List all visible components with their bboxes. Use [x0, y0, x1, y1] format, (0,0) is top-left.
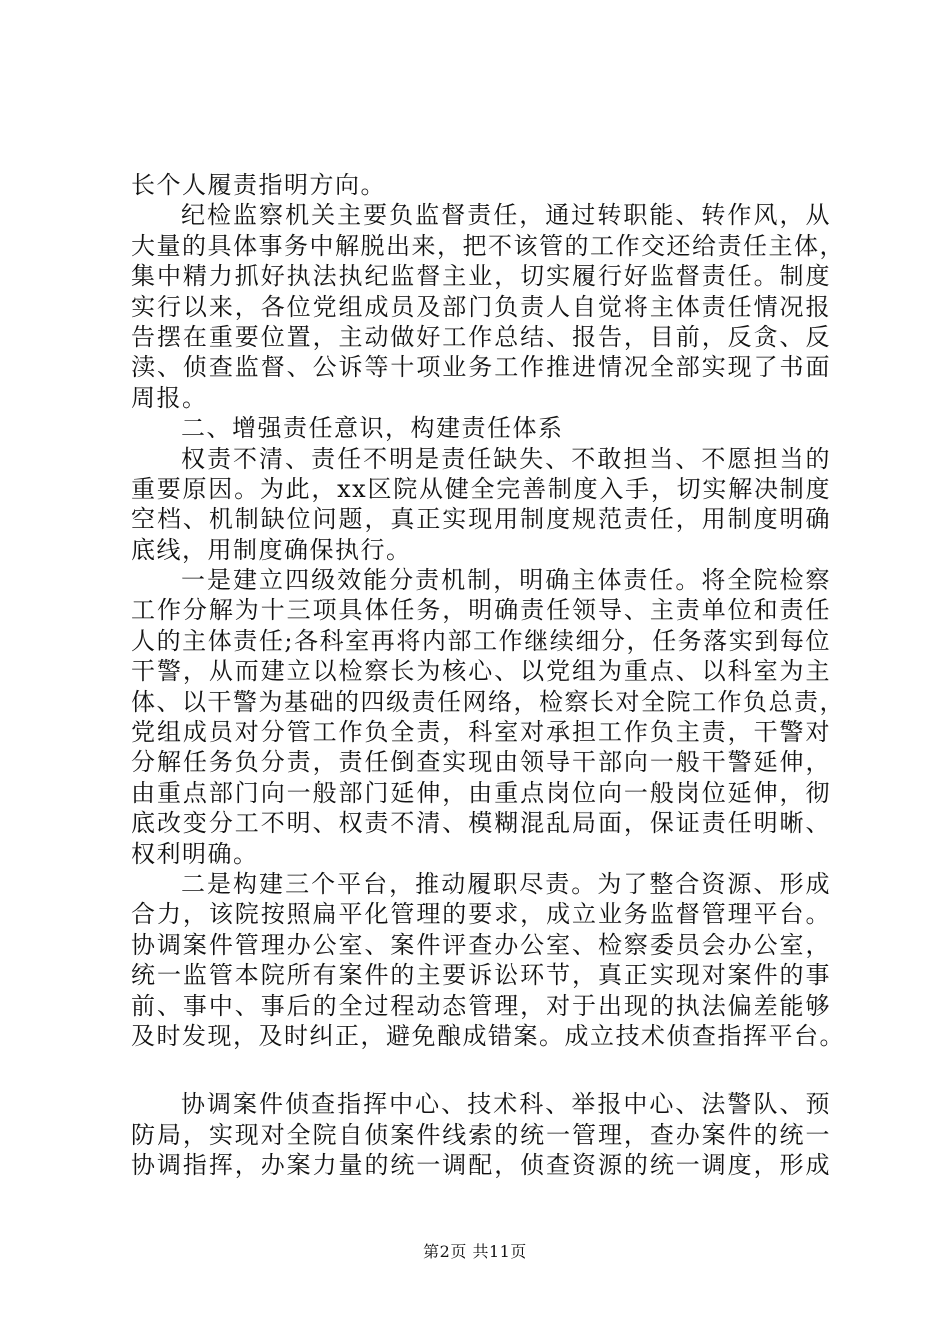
text-line: 实行以来，各位党组成员及部门负责人自觉将主体责任情况报 — [131, 292, 831, 321]
text-line: 工作分解为十三项具体任务，明确责任领导、主责单位和责任 — [131, 596, 831, 625]
text-line: 权责不清、责任不明是责任缺失、不敢担当、不愿担当的 — [181, 444, 831, 473]
text-line: 统一监管本院所有案件的主要诉讼环节，真正实现对案件的事 — [131, 961, 831, 990]
text-line: 协调案件侦查指挥中心、技术科、举报中心、法警队、预 — [181, 1090, 831, 1119]
text-line: 体、以干警为基础的四级责任网络，检察长对全院工作负总责， — [131, 687, 845, 716]
text-line: 底改变分工不明、权责不清、模糊混乱局面，保证责任明晰、 — [131, 809, 831, 838]
text-line: 由重点部门向一般部门延伸，由重点岗位向一般岗位延伸，彻 — [131, 778, 831, 807]
text-line: 渎、侦查监督、公诉等十项业务工作推进情况全部实现了书面 — [131, 353, 831, 382]
document-body — [131, 170, 845, 1181]
text-line: 权利明确。 — [131, 839, 259, 868]
text-line: 协调指挥，办案力量的统一调配，侦查资源的统一调度，形成 — [131, 1151, 831, 1180]
text-line: 党组成员对分管工作负全责，科室对承担工作负主责，干警对 — [131, 718, 831, 747]
text-line: 一是建立四级效能分责机制，明确主体责任。将全院检察 — [181, 566, 831, 595]
text-line: 大量的具体事务中解脱出来，把不该管的工作交还给责任主体， — [131, 231, 845, 260]
text-line: 前、事中、事后的全过程动态管理，对于出现的执法偏差能够 — [131, 991, 831, 1020]
text-line: 周报。 — [131, 383, 208, 412]
text-line: 干警，从而建立以检察长为核心、以党组为重点、以科室为主 — [131, 657, 831, 686]
text-line: 及时发现，及时纠正，避免酿成错案。成立技术侦查指挥平台。 — [131, 1021, 845, 1050]
text-line: 长个人履责指明方向。 — [131, 171, 386, 199]
page-number-footer: 第2页 共11页 — [423, 1242, 527, 1261]
text-line: 人的主体责任;各科室再将内部工作继续细分，任务落实到每位 — [131, 626, 831, 655]
text-line: 集中精力抓好执法执纪监督主业，切实履行好监督责任。制度 — [131, 262, 831, 291]
text-line: 重要原因。为此，xx区院从健全完善制度入手，切实解决制度 — [131, 474, 831, 503]
text-line: 空档、机制缺位问题，真正实现用制度规范责任，用制度明确 — [131, 505, 831, 534]
section-heading: 二、增强责任意识，构建责任体系 — [181, 414, 564, 443]
text-line: 底线，用制度确保执行。 — [131, 535, 412, 564]
text-line: 告摆在重要位置，主动做好工作总结、报告，目前，反贪、反 — [131, 322, 831, 351]
text-line: 防局，实现对全院自侦案件线索的统一管理，查办案件的统一 — [131, 1120, 831, 1149]
text-line: 纪检监察机关主要负监督责任，通过转职能、转作风，从 — [181, 201, 831, 230]
text-line: 二是构建三个平台，推动履职尽责。为了整合资源、形成 — [181, 869, 831, 898]
text-line: 协调案件管理办公室、案件评查办公室、检察委员会办公室， — [131, 930, 831, 959]
text-line: 合力，该院按照扁平化管理的要求，成立业务监督管理平台。 — [131, 900, 831, 929]
paragraph-gap — [131, 1051, 831, 1089]
text-line: 分解任务负分责，责任倒查实现由领导干部向一般干警延伸， — [131, 748, 831, 777]
